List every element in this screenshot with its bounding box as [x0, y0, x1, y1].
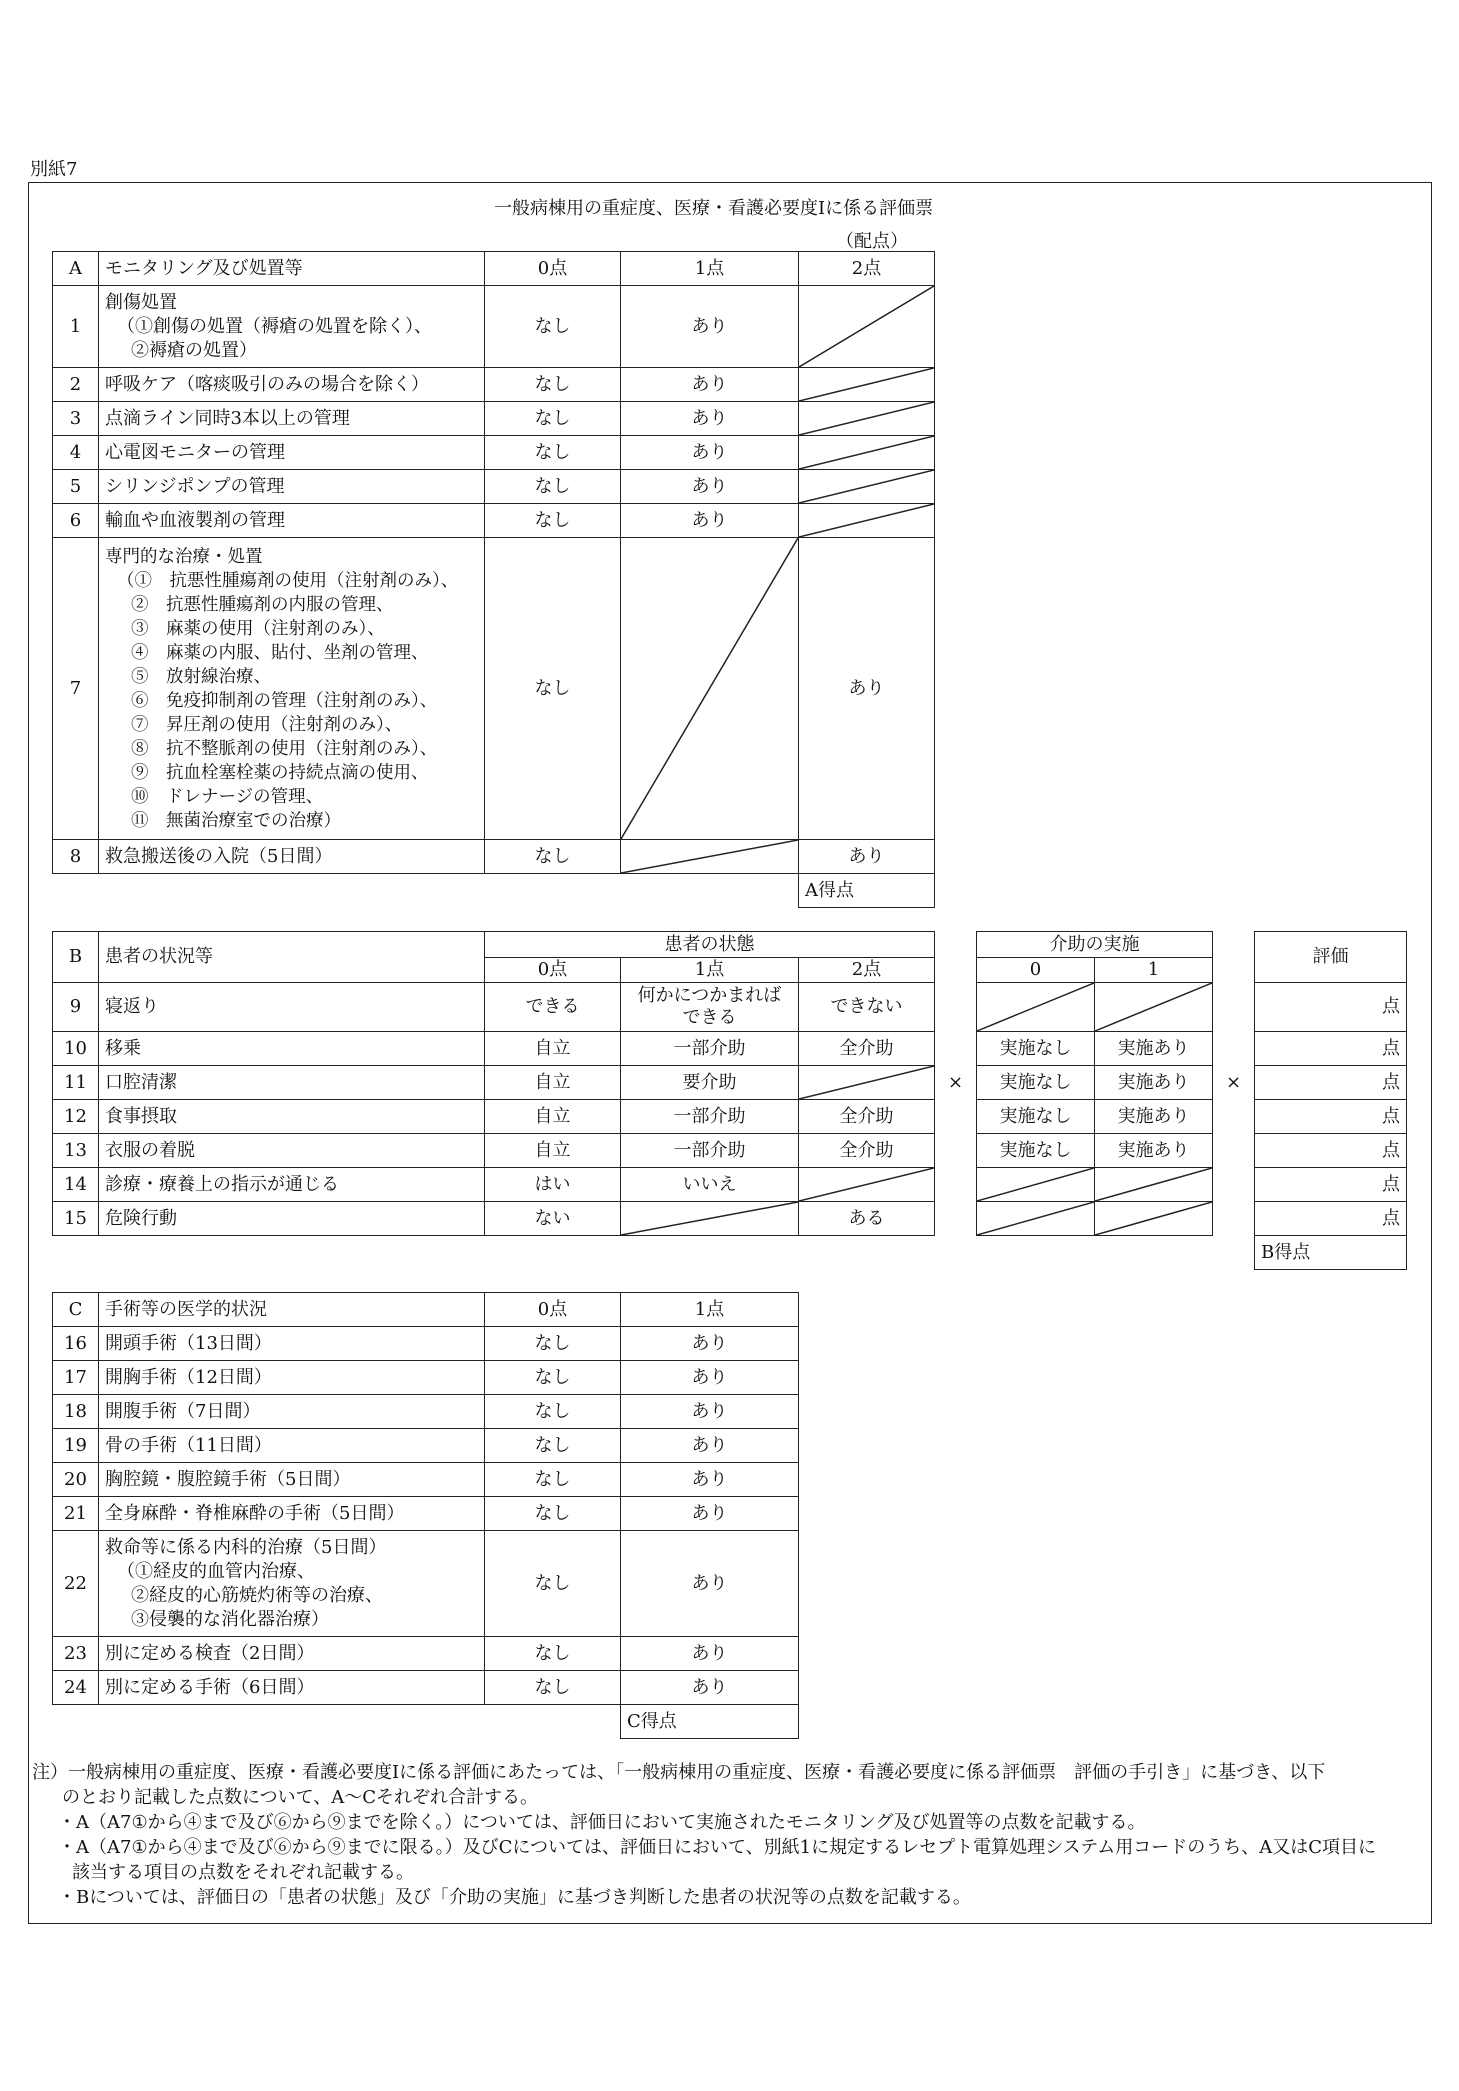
header-1pt: 1点 — [621, 252, 799, 286]
eval-score: 点 — [1255, 1168, 1407, 1202]
row-number: 7 — [53, 538, 99, 840]
section-a-header — [53, 252, 935, 286]
state-1: 一部介助 — [621, 1032, 799, 1066]
item-label: 専門的な治療・処置 （① 抗悪性腫瘍剤の使用（注射剤のみ）、 ② 抗悪性腫瘍剤の内服の管理、 ③ 麻薬の使用（注射剤のみ）、 ④ 麻薬の内服、貼付、坐剤の管理、 ⑤ 放射線治療、 ⑥ 免疫抑制剤の管理（注射剤のみ）、 ⑦ 昇圧剤の使用（注射剤のみ）、 ⑧ 抗不整脈剤の使用（注射剤のみ）、 ⑨ 抗血栓塞栓薬の持続点滴の使用、 ⑩ ドレナージの管理、 ⑪ 無菌治療室での治療） — [99, 538, 485, 840]
na-cell — [799, 368, 935, 402]
multiply-sign: × — [1213, 1066, 1255, 1100]
row-number: 11 — [53, 1066, 99, 1100]
score-0: なし — [485, 1463, 621, 1497]
table-row — [53, 368, 935, 402]
table-row — [53, 1429, 799, 1463]
state-0: 自立 — [485, 1134, 621, 1168]
table-row — [53, 1032, 1407, 1066]
score-row — [53, 1705, 799, 1739]
eval-score: 点 — [1255, 1066, 1407, 1100]
score-1: あり — [621, 504, 799, 538]
table-row — [53, 538, 935, 840]
na-cell — [799, 286, 935, 368]
score-1: あり — [621, 1327, 799, 1361]
row-number: 6 — [53, 504, 99, 538]
header-0pt: 0点 — [485, 252, 621, 286]
assist-1: 実施あり — [1095, 1032, 1213, 1066]
table-row — [53, 402, 935, 436]
na-cell — [977, 983, 1095, 1032]
score-0: なし — [485, 538, 621, 840]
score-1: あり — [621, 402, 799, 436]
table-row — [53, 504, 935, 538]
score-1: あり — [621, 1497, 799, 1531]
na-cell — [621, 538, 799, 840]
na-cell — [977, 1168, 1095, 1202]
score-0: なし — [485, 1497, 621, 1531]
score-0: なし — [485, 1637, 621, 1671]
state-0: ない — [485, 1202, 621, 1236]
row-number: 12 — [53, 1100, 99, 1134]
item-label: 創傷処置 （①創傷の処置（褥瘡の処置を除く）、 ②褥瘡の処置） — [99, 286, 485, 368]
na-cell — [799, 436, 935, 470]
row-number: 24 — [53, 1671, 99, 1705]
header-1pt: 1点 — [621, 958, 799, 983]
score-row — [53, 1236, 1407, 1270]
score-0: なし — [485, 840, 621, 874]
note-line: ・A（A7①から④まで及び⑥から⑨までを除く。）については、評価日において実施されたモニタリング及び処置等の点数を記載する。 — [58, 1812, 1146, 1833]
state-1: 要介助 — [621, 1066, 799, 1100]
header-b: B — [53, 932, 99, 983]
header-item: 患者の状況等 — [99, 932, 485, 983]
state-1: 一部介助 — [621, 1100, 799, 1134]
na-cell — [977, 1202, 1095, 1236]
state-1: いいえ — [621, 1168, 799, 1202]
score-0: なし — [485, 504, 621, 538]
table-row — [53, 1531, 799, 1637]
table-row — [53, 286, 935, 368]
score-0: なし — [485, 1531, 621, 1637]
assist-1: 実施あり — [1095, 1066, 1213, 1100]
table-row — [53, 1168, 1407, 1202]
eval-score: 点 — [1255, 1100, 1407, 1134]
eval-score: 点 — [1255, 1032, 1407, 1066]
score-1: あり — [621, 1429, 799, 1463]
row-number: 9 — [53, 983, 99, 1032]
header-assist-0: 0 — [977, 958, 1095, 983]
na-cell — [799, 1066, 935, 1100]
state-0: 自立 — [485, 1100, 621, 1134]
table-row — [53, 436, 935, 470]
note-line: のとおり記載した点数について、A～Cそれぞれ合計する。 — [62, 1787, 539, 1808]
header-assist-1: 1 — [1095, 958, 1213, 983]
table-row — [53, 840, 935, 874]
assist-1: 実施あり — [1095, 1134, 1213, 1168]
table-row — [53, 1497, 799, 1531]
item-label: 点滴ライン同時3本以上の管理 — [99, 402, 485, 436]
state-2: 全介助 — [799, 1134, 935, 1168]
table-row — [53, 1134, 1407, 1168]
header-c: C — [53, 1293, 99, 1327]
row-number: 5 — [53, 470, 99, 504]
header-patient-state: 患者の状態 — [485, 932, 935, 958]
score-1: あり — [621, 1531, 799, 1637]
note-line: ・Bについては、評価日の「患者の状態」及び「介助の実施」に基づき判断した患者の状況等の点数を記載する。 — [58, 1887, 971, 1908]
score-1: あり — [621, 286, 799, 368]
score-1: あり — [621, 1361, 799, 1395]
na-cell — [799, 504, 935, 538]
item-label: 別に定める検査（2日間） — [99, 1637, 485, 1671]
row-number: 3 — [53, 402, 99, 436]
header-1pt: 1点 — [621, 1293, 799, 1327]
score-1: あり — [621, 368, 799, 402]
section-b-table — [52, 931, 1407, 1270]
a-score-box: A得点 — [799, 874, 935, 908]
item-label: 衣服の着脱 — [99, 1134, 485, 1168]
score-0: なし — [485, 368, 621, 402]
eval-score: 点 — [1255, 983, 1407, 1032]
score-2: あり — [799, 538, 935, 840]
header-item: 手術等の医学的状況 — [99, 1293, 485, 1327]
item-label: 開腹手術（7日間） — [99, 1395, 485, 1429]
note-line: 注）一般病棟用の重症度、医療・看護必要度Ⅰに係る評価にあたっては、「一般病棟用の重症度、医療・看護必要度に係る評価票 評価の手引き」に基づき、以下 — [32, 1762, 1326, 1783]
score-0: なし — [485, 286, 621, 368]
na-cell — [1095, 1168, 1213, 1202]
assist-0: 実施なし — [977, 1134, 1095, 1168]
assist-0: 実施なし — [977, 1032, 1095, 1066]
header-item: モニタリング及び処置等 — [99, 252, 485, 286]
state-2: ある — [799, 1202, 935, 1236]
points-label: （配点） — [836, 231, 908, 252]
item-label: 開頭手術（13日間） — [99, 1327, 485, 1361]
na-cell — [1095, 1202, 1213, 1236]
score-1: あり — [621, 470, 799, 504]
row-number: 16 — [53, 1327, 99, 1361]
score-0: なし — [485, 1429, 621, 1463]
table-row — [53, 983, 1407, 1032]
na-cell — [799, 402, 935, 436]
table-row — [53, 1327, 799, 1361]
score-0: なし — [485, 436, 621, 470]
row-number: 1 — [53, 286, 99, 368]
score-1: あり — [621, 1463, 799, 1497]
attachment-label: 別紙7 — [30, 159, 78, 180]
table-row — [53, 1100, 1407, 1134]
form-title: 一般病棟用の重症度、医療・看護必要度Ⅰに係る評価票 — [494, 198, 934, 219]
header-evaluation: 評価 — [1255, 932, 1407, 983]
item-label: 食事摂取 — [99, 1100, 485, 1134]
state-1: 一部介助 — [621, 1134, 799, 1168]
score-row — [53, 874, 935, 908]
row-number: 22 — [53, 1531, 99, 1637]
row-number: 15 — [53, 1202, 99, 1236]
item-label: 救急搬送後の入院（5日間） — [99, 840, 485, 874]
header-assistance: 介助の実施 — [977, 932, 1213, 958]
header-2pt: 2点 — [799, 958, 935, 983]
row-number: 4 — [53, 436, 99, 470]
header-a: A — [53, 252, 99, 286]
assist-0: 実施なし — [977, 1100, 1095, 1134]
section-c-table — [52, 1292, 799, 1739]
state-0: 自立 — [485, 1032, 621, 1066]
item-label: 呼吸ケア（喀痰吸引のみの場合を除く） — [99, 368, 485, 402]
score-1: あり — [621, 1637, 799, 1671]
state-2: 全介助 — [799, 1032, 935, 1066]
item-label: シリンジポンプの管理 — [99, 470, 485, 504]
notes — [32, 1760, 1423, 1910]
item-label: 骨の手術（11日間） — [99, 1429, 485, 1463]
item-label: 輸血や血液製剤の管理 — [99, 504, 485, 538]
assist-0: 実施なし — [977, 1066, 1095, 1100]
item-label: 寝返り — [99, 983, 485, 1032]
na-cell — [621, 1202, 799, 1236]
item-label: 開胸手術（12日間） — [99, 1361, 485, 1395]
score-0: なし — [485, 402, 621, 436]
state-0: はい — [485, 1168, 621, 1202]
eval-score: 点 — [1255, 1202, 1407, 1236]
score-2: あり — [799, 840, 935, 874]
score-1: あり — [621, 1395, 799, 1429]
row-number: 20 — [53, 1463, 99, 1497]
header-0pt: 0点 — [485, 1293, 621, 1327]
item-label: 救命等に係る内科的治療（5日間） （①経皮的血管内治療、 ②経皮的心筋焼灼術等の治療、 ③侵襲的な消化器治療） — [99, 1531, 485, 1637]
na-cell — [1095, 983, 1213, 1032]
item-label: 移乗 — [99, 1032, 485, 1066]
table-row — [53, 1671, 799, 1705]
table-row — [53, 1202, 1407, 1236]
na-cell — [799, 470, 935, 504]
item-label: 心電図モニターの管理 — [99, 436, 485, 470]
c-score-box: C得点 — [621, 1705, 799, 1739]
table-row — [53, 1395, 799, 1429]
score-1: あり — [621, 436, 799, 470]
item-label: 全身麻酔・脊椎麻酔の手術（5日間） — [99, 1497, 485, 1531]
state-0: 自立 — [485, 1066, 621, 1100]
note-line: 該当する項目の点数をそれぞれ記載する。 — [72, 1862, 414, 1883]
row-number: 21 — [53, 1497, 99, 1531]
score-1: あり — [621, 1671, 799, 1705]
state-2: できない — [799, 983, 935, 1032]
multiply-sign: × — [935, 1066, 977, 1100]
section-a-table — [52, 251, 935, 908]
table-row — [53, 1361, 799, 1395]
state-1: 何かにつかまれば できる — [621, 983, 799, 1032]
row-number: 10 — [53, 1032, 99, 1066]
row-number: 14 — [53, 1168, 99, 1202]
score-0: なし — [485, 1361, 621, 1395]
state-0: できる — [485, 983, 621, 1032]
row-number: 19 — [53, 1429, 99, 1463]
row-number: 18 — [53, 1395, 99, 1429]
table-row — [53, 1637, 799, 1671]
table-row — [53, 1066, 1407, 1100]
state-2: 全介助 — [799, 1100, 935, 1134]
item-label: 危険行動 — [99, 1202, 485, 1236]
section-c-header — [53, 1293, 799, 1327]
section-b-header — [53, 932, 1407, 958]
row-number: 17 — [53, 1361, 99, 1395]
note-line: ・A（A7①から④まで及び⑥から⑨までに限る。）及びCについては、評価日において、別紙1に規定するレセプト電算処理システム用コードのうち、A又はC項目に — [58, 1837, 1377, 1858]
item-label: 診療・療養上の指示が通じる — [99, 1168, 485, 1202]
row-number: 8 — [53, 840, 99, 874]
item-label: 胸腔鏡・腹腔鏡手術（5日間） — [99, 1463, 485, 1497]
score-0: なし — [485, 1671, 621, 1705]
b-score-box: B得点 — [1255, 1236, 1407, 1270]
na-cell — [621, 840, 799, 874]
item-label: 別に定める手術（6日間） — [99, 1671, 485, 1705]
item-label: 口腔清潔 — [99, 1066, 485, 1100]
score-0: なし — [485, 1327, 621, 1361]
row-number: 13 — [53, 1134, 99, 1168]
header-2pt: 2点 — [799, 252, 935, 286]
score-0: なし — [485, 470, 621, 504]
eval-score: 点 — [1255, 1134, 1407, 1168]
na-cell — [799, 1168, 935, 1202]
row-number: 2 — [53, 368, 99, 402]
table-row — [53, 470, 935, 504]
row-number: 23 — [53, 1637, 99, 1671]
table-row — [53, 1463, 799, 1497]
header-0pt: 0点 — [485, 958, 621, 983]
assist-1: 実施あり — [1095, 1100, 1213, 1134]
score-0: なし — [485, 1395, 621, 1429]
